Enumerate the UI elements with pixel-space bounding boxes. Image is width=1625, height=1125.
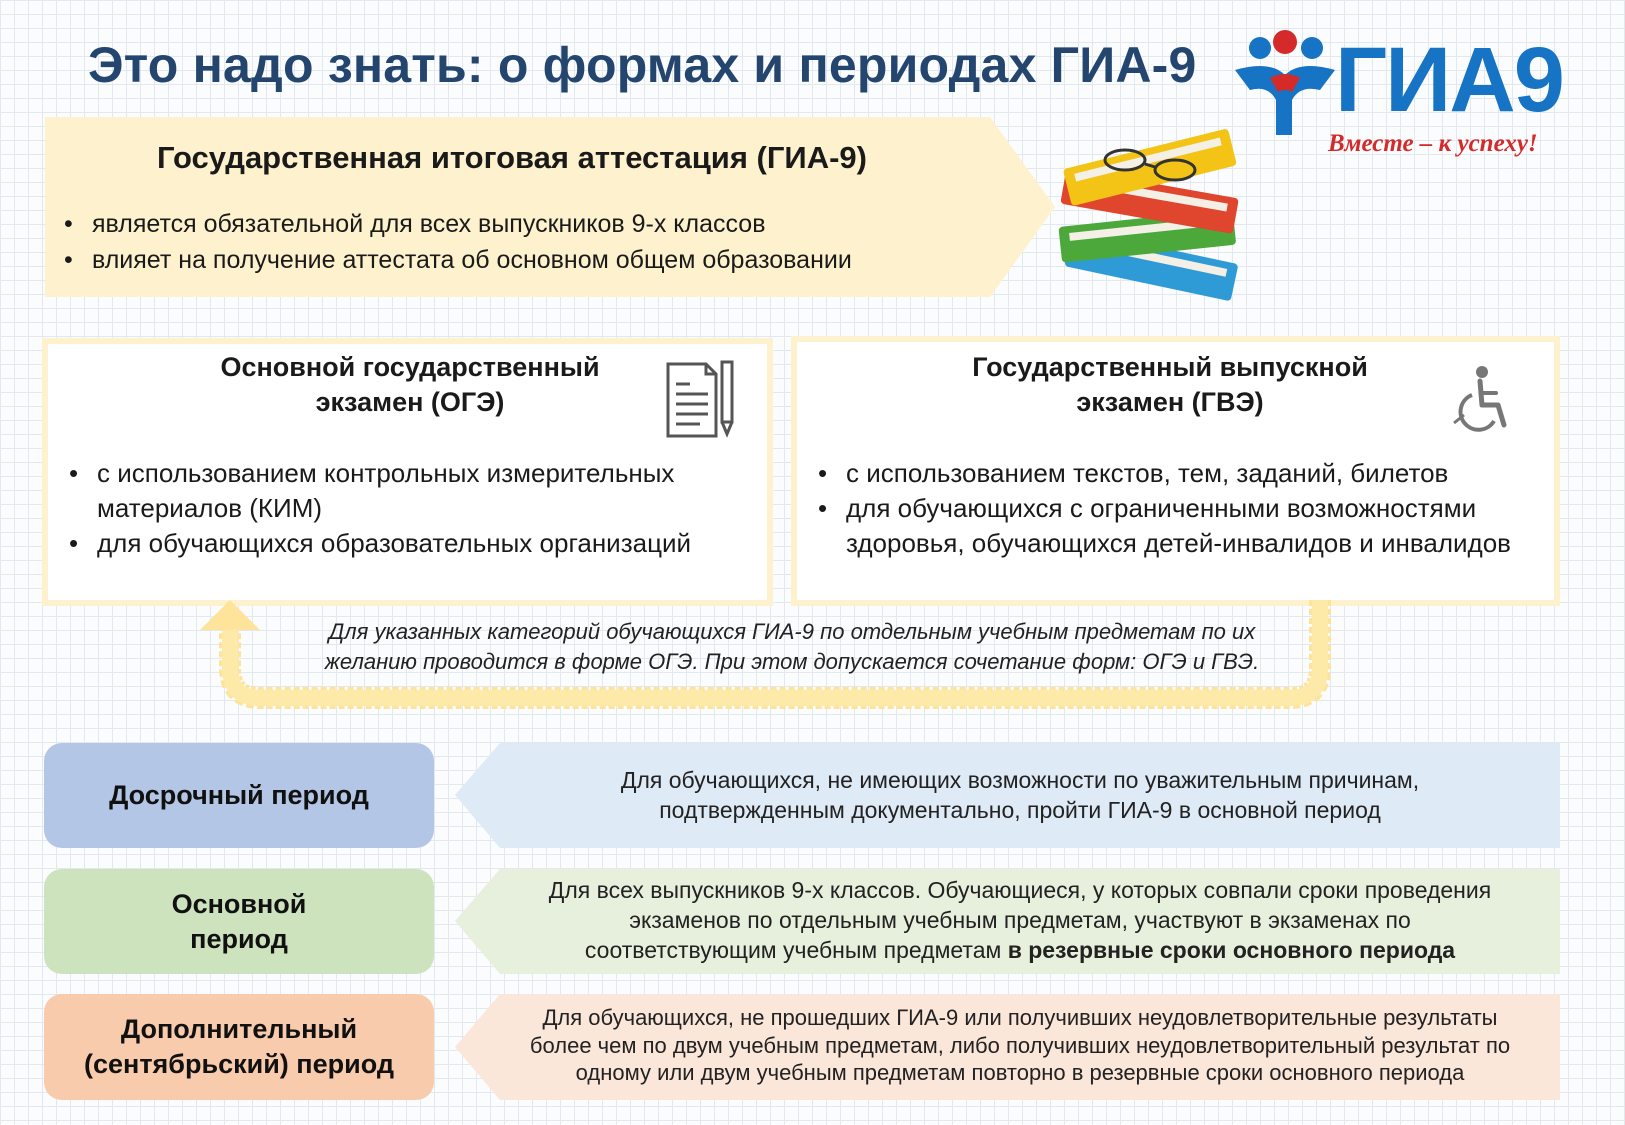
gia-bullets: [58, 206, 1018, 278]
period-desc-line: Для всех выпускников 9-х классов. Обучающиеся, у которых совпали сроки проведения: [548, 877, 1492, 903]
books-icon: [1050, 112, 1260, 312]
period-label-text: (сентябрьский) период: [84, 1049, 394, 1079]
period-extra-label: [44, 994, 434, 1100]
gve-title: [910, 350, 1430, 420]
gia-title: Государственная итоговая аттестация (ГИА-9): [157, 140, 867, 175]
oge-title: [150, 350, 670, 420]
period-desc-line: Для обучающихся, не прошедших ГИА-9 или получивших неудовлетворительные результаты: [542, 1005, 1498, 1030]
gia-bullet: • является обязательной для всех выпускников 9-х классов: [58, 206, 1018, 242]
logo-text: ГИА9: [1335, 29, 1563, 131]
period-label-text: период: [190, 923, 288, 954]
period-desc-line: одному или двум учебным предметам повторно в резервные сроки основного периода: [575, 1060, 1465, 1085]
period-desc-line: Для обучающихся, не имеющих возможности по уважительным причинам,: [620, 767, 1420, 793]
gve-bullet: • с использованием текстов, тем, заданий, билетов: [812, 456, 1552, 491]
period-label-text: Основной: [171, 888, 307, 919]
oge-bullets: [63, 456, 763, 561]
period-main-label: [44, 869, 434, 974]
oge-title-line: Основной государственный: [220, 352, 600, 382]
period-main-desc: [490, 875, 1550, 965]
gve-bullets: [812, 456, 1552, 561]
period-label-text: Досрочный период: [109, 780, 369, 810]
period-desc-line: экзаменов по отдельным учебным предметам, участвуют в экзаменах по: [629, 907, 1411, 933]
oge-title-line: экзамен (ОГЭ): [315, 387, 505, 417]
document-pen-icon: [660, 360, 740, 440]
gve-title-line: экзамен (ГВЭ): [1076, 387, 1264, 417]
logo-slogan: Вместе – к успеху!: [1328, 130, 1538, 157]
gve-title-line: Государственный выпускной: [972, 352, 1368, 382]
wheelchair-icon: [1450, 365, 1510, 435]
note-line: Для указанных категорий обучающихся ГИА-9 по отдельным учебным предметам по их: [328, 619, 1256, 644]
gia-bullet: • влияет на получение аттестата об основном общем образовании: [58, 242, 1018, 278]
period-desc-bold: в резервные сроки основного периода: [1007, 937, 1456, 963]
period-label-text: Дополнительный: [120, 1014, 358, 1044]
period-early-desc: [490, 765, 1550, 825]
period-extra-desc: [490, 1004, 1550, 1087]
oge-bullet: • с использованием контрольных измерительных материалов (КИМ): [63, 456, 763, 526]
page-title: Это надо знать: о формах и периодах ГИА-9: [88, 37, 1197, 93]
period-desc-line: соответствующим учебным предметам: [584, 937, 1002, 963]
gve-bullet: • для обучающихся с ограниченными возможностями здоровья, обучающихся детей-инвалидов и инвалидов: [812, 491, 1552, 561]
period-early-label: [44, 743, 434, 848]
note-line: желанию проводится в форме ОГЭ. При этом допускается сочетание форм: ОГЭ и ГВЭ.: [324, 649, 1260, 674]
oge-bullet: • для обучающихся образовательных организаций: [63, 526, 763, 561]
period-desc-line: подтвержденным документально, пройти ГИА-9 в основной период: [659, 797, 1381, 823]
period-desc-line: более чем по двум учебным предметам, либо получивших неудовлетворительный результат по: [529, 1032, 1511, 1058]
form-combination-note: [262, 617, 1322, 677]
